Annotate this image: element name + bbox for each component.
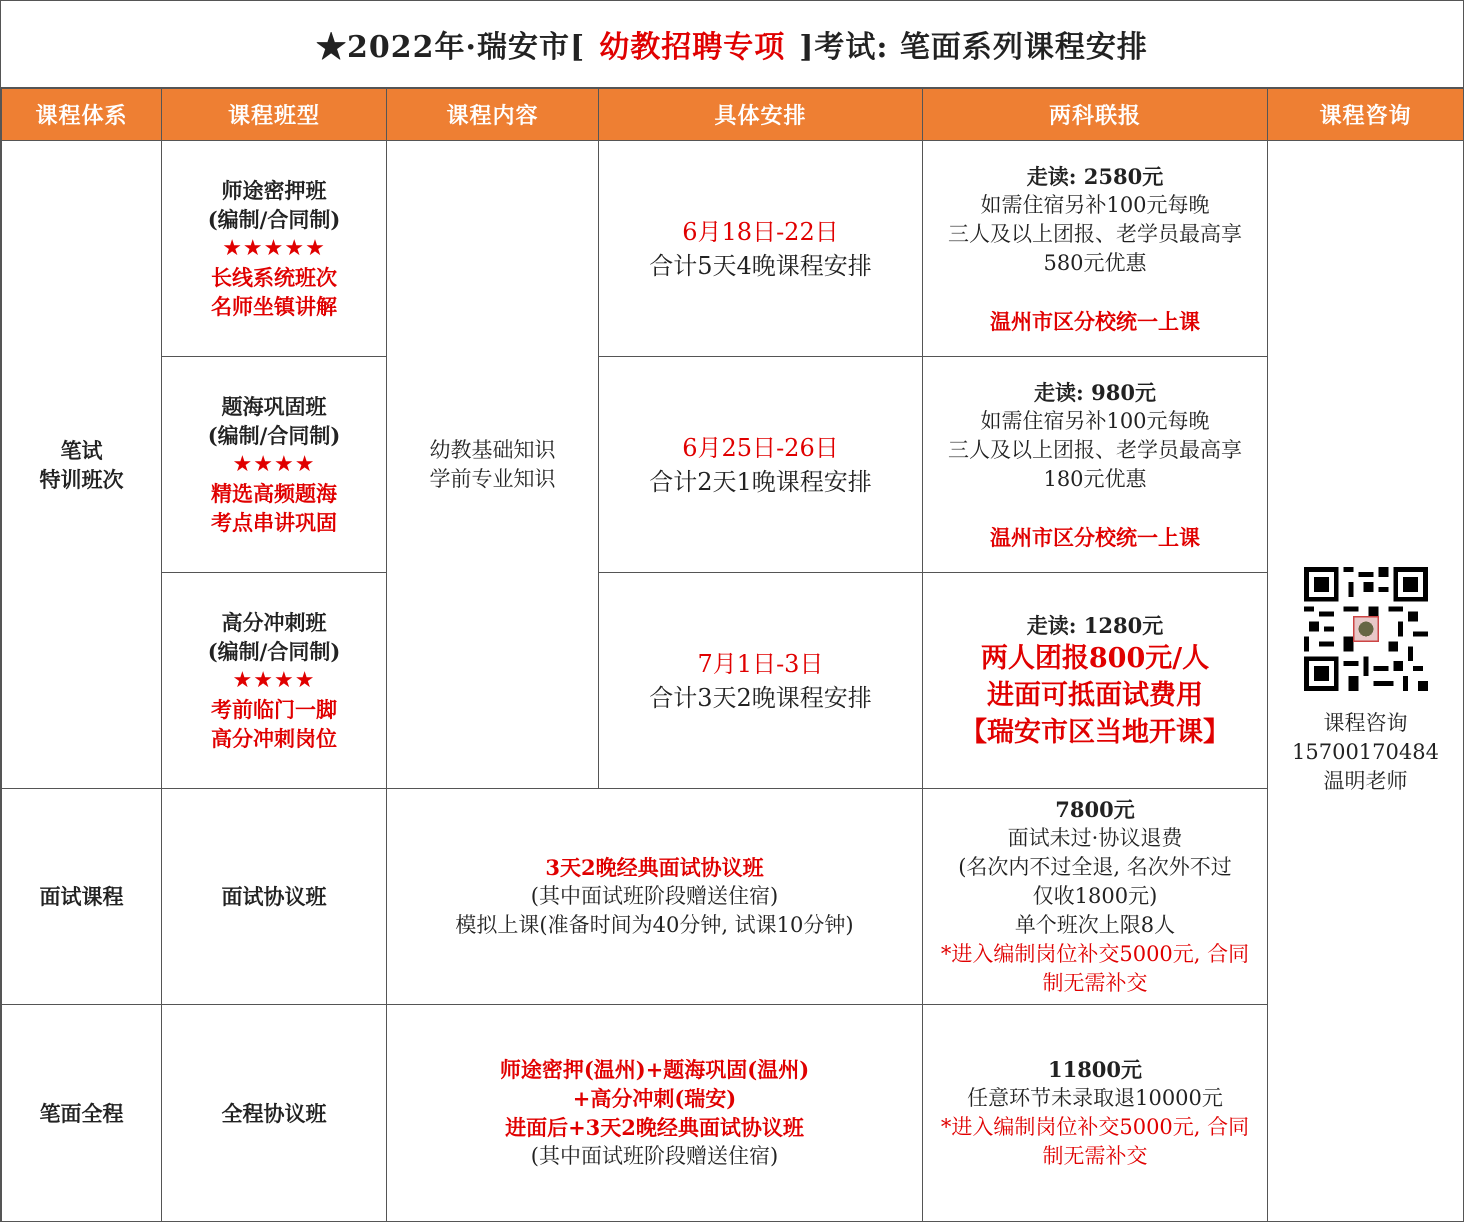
class-date: 7月1日-3日 [697, 649, 824, 678]
content-text: 模拟上课(准备时间为40分钟, 试课10分钟) [455, 913, 854, 937]
schedule-cell [599, 141, 923, 357]
header-system: 课程体系 [2, 89, 162, 141]
price-note: 三人及以上团报、老学员最高享 [948, 437, 1242, 462]
class-name: 高分冲刺班 [221, 610, 327, 635]
price-note: 单个班次上限8人 [1014, 913, 1176, 937]
full-system-cell: 笔面全程 [2, 1005, 162, 1222]
price-note: 仅收1800元) [1032, 884, 1158, 908]
content-text: 幼教基础知识 [429, 437, 556, 462]
price-note: *进入编制岗位补交5000元, 合同 [940, 942, 1250, 966]
content-text: 师途密押(温州)+题海巩固(温州) [499, 1057, 810, 1082]
class-feature: 高分冲刺岗位 [211, 726, 337, 751]
title-highlight: 幼教招聘专项 [599, 30, 786, 65]
class-schedule: 合计3天2晚课程安排 [649, 683, 872, 712]
class-cell [162, 573, 387, 789]
content-text: 进面后+3天2晚经典面试协议班 [505, 1115, 804, 1140]
price-note: *进入编制岗位补交5000元, 合同 [940, 1115, 1250, 1139]
promo-text: 【瑞安市区当地开课】 [960, 716, 1230, 748]
system-label: 笔试 [60, 437, 103, 463]
class-feature: 考前临门一脚 [211, 697, 337, 722]
price-note: 580元优惠 [1043, 250, 1147, 275]
table-row [2, 789, 1464, 1005]
written-system-cell [2, 141, 162, 789]
interview-class-cell: 面试协议班 [162, 789, 387, 1005]
class-date: 6月18日-22日 [682, 217, 839, 246]
price-text: 11800元 [1047, 1057, 1143, 1082]
star-rating: ★★★★ [232, 452, 316, 477]
header-combined: 两科联报 [923, 89, 1268, 141]
content-text: (其中面试班阶段赠送住宿) [530, 884, 779, 908]
class-schedule: 合计5天4晚课程安排 [649, 251, 872, 280]
class-type: (编制/合同制) [207, 423, 341, 448]
class-feature: 名师坐镇讲解 [211, 294, 337, 319]
location-text: 温州市区分校统一上课 [990, 308, 1200, 334]
price-note: 制无需补交 [1042, 971, 1148, 995]
class-name: 题海巩固班 [221, 394, 327, 419]
class-schedule: 合计2天1晚课程安排 [649, 467, 872, 496]
table-row [2, 357, 1464, 573]
content-text: +高分冲刺(瑞安) [572, 1086, 737, 1111]
consult-phone[interactable]: 15700170484 [1292, 739, 1439, 764]
interview-content-cell [387, 789, 923, 1005]
price-note: 如需住宿另补100元每晚 [980, 192, 1210, 217]
interview-system-cell: 面试课程 [2, 789, 162, 1005]
class-type: (编制/合同制) [207, 207, 341, 232]
price-text: 走读: 1280元 [1026, 612, 1164, 638]
header-consult: 课程咨询 [1268, 89, 1464, 141]
price-text: 走读: 2580元 [1026, 163, 1164, 189]
schedule-table [1, 88, 1464, 1222]
star-rating: ★★★★★ [222, 236, 326, 261]
content-cell [387, 141, 599, 789]
class-name: 师途密押班 [221, 178, 327, 203]
consult-label: 课程咨询 [1323, 710, 1408, 735]
full-price-cell [923, 1005, 1268, 1222]
class-feature: 精选高频题海 [211, 481, 337, 506]
title-prefix: ★2022年·瑞安市[ [316, 30, 586, 65]
table-row [2, 141, 1464, 357]
consult-cell [1268, 141, 1464, 1222]
header-class: 课程班型 [162, 89, 387, 141]
class-type: (编制/合同制) [207, 639, 341, 664]
interview-price-cell [923, 789, 1268, 1005]
full-content-cell [387, 1005, 923, 1222]
price-note: 180元优惠 [1043, 466, 1147, 491]
content-text: (其中面试班阶段赠送住宿) [530, 1144, 779, 1168]
price-note: (名次内不过全退, 名次外不过 [958, 855, 1232, 879]
content-text: 3天2晚经典面试协议班 [545, 855, 764, 880]
class-feature: 长线系统班次 [211, 265, 337, 290]
table-row [2, 573, 1464, 789]
price-cell [923, 357, 1268, 573]
schedule-cell [599, 357, 923, 573]
price-note: 面试未过·协议退费 [1007, 826, 1183, 850]
system-label: 特训班次 [39, 466, 124, 492]
table-row [2, 1005, 1464, 1222]
price-note: 任意环节未录取退10000元 [967, 1086, 1223, 1110]
price-cell [923, 573, 1268, 789]
content-text: 学前专业知识 [429, 466, 556, 491]
price-text: 走读: 980元 [1034, 379, 1156, 405]
price-cell [923, 141, 1268, 357]
price-note: 三人及以上团报、老学员最高享 [948, 221, 1242, 246]
class-date: 6月25日-26日 [682, 433, 839, 462]
price-text: 7800元 [1055, 797, 1135, 822]
location-text: 温州市区分校统一上课 [990, 524, 1200, 550]
header-content: 课程内容 [387, 89, 599, 141]
schedule-cell [599, 573, 923, 789]
price-note: 制无需补交 [1042, 1144, 1148, 1168]
full-class-cell: 全程协议班 [162, 1005, 387, 1222]
class-cell [162, 357, 387, 573]
promo-text: 两人团报800元/人 [980, 642, 1210, 674]
class-feature: 考点串讲巩固 [211, 510, 337, 535]
class-cell [162, 141, 387, 357]
promo-text: 进面可抵面试费用 [987, 679, 1203, 711]
consult-teacher: 温明老师 [1323, 768, 1408, 793]
star-rating: ★★★★ [232, 668, 316, 693]
title-suffix: ]考试: 笔面系列课程安排 [799, 30, 1148, 65]
header-schedule: 具体安排 [599, 89, 923, 141]
qr-code-icon [1304, 567, 1428, 691]
page-title [1, 1, 1463, 88]
price-note: 如需住宿另补100元每晚 [980, 408, 1210, 433]
header-row [2, 89, 1464, 141]
